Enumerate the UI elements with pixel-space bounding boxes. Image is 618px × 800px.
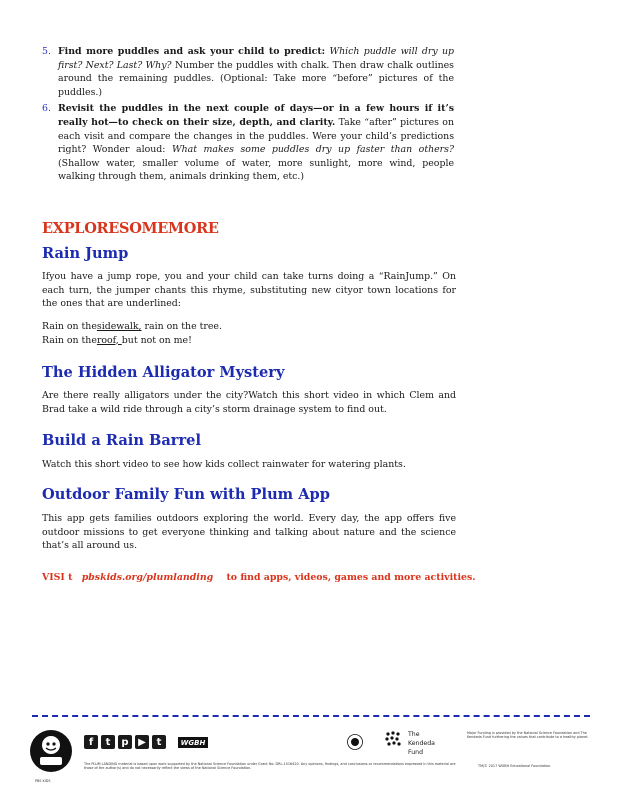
step-text-2: (Shallow water, smaller volume of water, more sunlight, more wind, people walking through them, animals drinking them, etc.) xyxy=(58,157,454,183)
visit-line xyxy=(42,572,476,583)
steps-list xyxy=(42,45,454,187)
rain-barrel-body: Watch this short video to see how kids collect rainwater for watering plants. xyxy=(42,459,406,470)
funding-statement: Major Funding is provided by the National Science Foundation and The Kendeda Fund furthering the values that contribute to a healthy planet. xyxy=(467,731,589,740)
step-number: 5. xyxy=(42,46,51,57)
plum-app-body: This app gets families outdoors exploring the world. Every day, the app offers five outdoor missions to get everyone thinking and talking about nature and the science that’s all around us. xyxy=(42,513,456,552)
rhyme-line-2: Rain on theroof, but not on me! xyxy=(42,334,192,346)
rain-barrel-title[interactable]: Build a Rain Barrel xyxy=(42,432,202,449)
plumlanding-link[interactable]: pbskids.org/plumlanding xyxy=(81,572,214,583)
visit-suffix: to find apps, videos, games and more activities. xyxy=(226,572,476,583)
step-lead: Revisit the puddles in the next couple of days—or in a few hours if it’s really hot—to check on their size, depth, and clarity. xyxy=(58,103,454,128)
tumblr-icon[interactable]: t xyxy=(152,735,166,749)
kendeda-mark-icon xyxy=(382,729,406,751)
step-5 xyxy=(42,45,454,99)
footer-divider xyxy=(32,715,590,717)
nsf-disclaimer: The PLUM LANDING material is based upon work supported by the National Science Foundation under Grant No. DRL-1516420. Any opinions, findings, and conclusions or recommendations expressed in this material are those of the author(s) and do not necessarily reflect the views of the National Science Foundation. xyxy=(84,762,456,771)
facebook-icon[interactable]: f xyxy=(84,735,98,749)
nsf-logo-icon xyxy=(347,734,363,750)
explore-heading: EXPLORESOMEMORE xyxy=(42,220,219,237)
rain-jump-title: Rain Jump xyxy=(42,245,129,262)
step-text: Take “after” pictures on each visit and compare the changes in the puddles. Were your child’s predictions right? Wonder aloud: xyxy=(58,116,454,156)
step-number: 6. xyxy=(42,103,51,115)
step-text: Number the puddles with chalk. Then draw chalk outlines around the remaining puddles. (Optional: Take more “before” pictures of the puddles.) xyxy=(58,59,454,98)
kendeda-fund-label: The Kendeda Fund xyxy=(408,731,435,756)
visit-prefix: VISI t xyxy=(42,572,73,583)
rhyme-line-1: Rain on thesidewalk, rain on the tree. xyxy=(42,321,222,332)
alligator-title[interactable]: The Hidden Alligator Mystery xyxy=(42,364,285,381)
alligator-body: Are there really alligators under the city?Watch this short video in which Clem and Brad take a wild ride through a city’s storm drainage system to find out. xyxy=(42,390,456,415)
youtube-icon[interactable]: ▶ xyxy=(135,735,149,749)
copyright: TM/© 2017 WGBH Educational Foundation. xyxy=(478,764,552,768)
step-question: What makes some puddles dry up faster than others? xyxy=(171,144,454,156)
pbs-kids-label: PBS KIDS xyxy=(35,779,51,783)
wgbh-logo: WGBH xyxy=(178,737,208,748)
pinterest-icon[interactable]: p xyxy=(118,735,132,749)
rain-rhyme xyxy=(42,320,456,347)
plum-app-title[interactable]: Outdoor Family Fun with Plum App xyxy=(42,486,330,503)
underlined-location: sidewalk, xyxy=(96,321,142,332)
step-question: Which puddle will dry up first? Next? Last? Why? xyxy=(58,46,454,71)
step-lead: Find more puddles and ask your child to predict: xyxy=(58,46,326,57)
twitter-icon[interactable]: t xyxy=(101,735,115,749)
underlined-location: roof, xyxy=(96,334,122,346)
pbs-kids-logo xyxy=(28,728,74,774)
social-links xyxy=(84,735,166,749)
rain-jump-body: Ifyou have a jump rope, you and your child can take turns doing a “RainJump.” On each turn, the jumper chants this rhyme, substituting new cityor town locations for the ones that are underlined: xyxy=(42,271,456,310)
step-6 xyxy=(42,102,454,184)
